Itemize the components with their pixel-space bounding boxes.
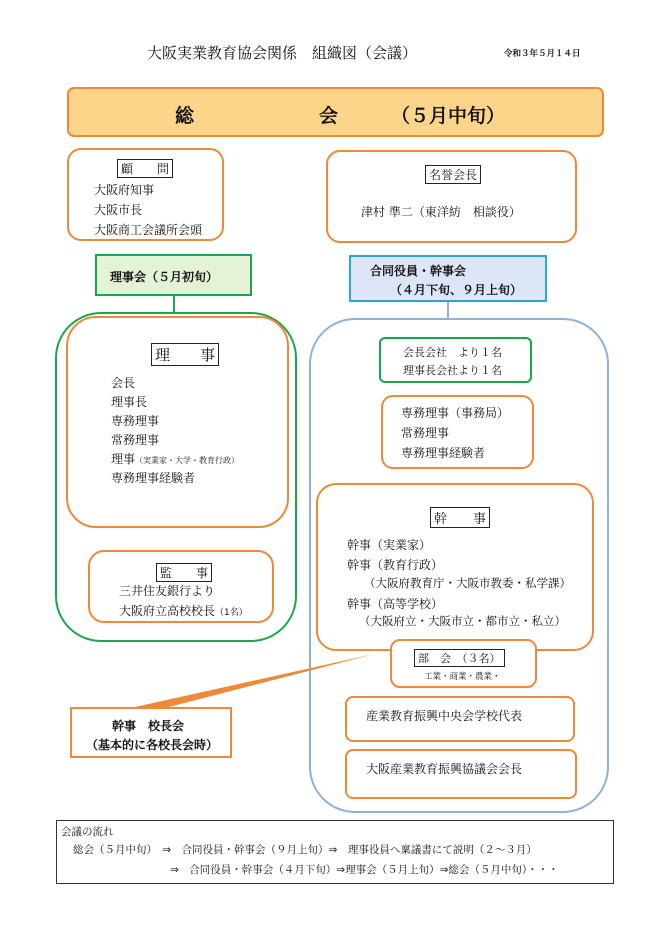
auditor-line: 三井住友銀行より (119, 584, 216, 598)
director-note: （実業家・大学・教育行政） (135, 456, 240, 465)
general-meeting-period: （５月中旬） (391, 105, 506, 127)
honorary-name: 津村 準二（東洋紡 相談役） (361, 205, 521, 219)
advisor-line: 大阪商工会議所会頭 (94, 223, 203, 237)
council-chair-box (345, 749, 577, 799)
secretary-line: 幹事（高等学校） (347, 597, 444, 611)
director-line: 理事長 (111, 395, 148, 409)
directors-heading: 理 事 (151, 343, 219, 366)
advisor-line: 大阪府知事 (94, 183, 155, 197)
flow-row: ⇒ 合同役員・幹事会（４月下旬）⇒理事会（５月上旬）⇒総会（５月中旬）・・・ (170, 864, 559, 876)
principal-box (70, 707, 232, 758)
director-line: 専務理事経験者 (111, 471, 196, 485)
advisors-heading: 顧 問 (117, 159, 173, 178)
section-box (390, 639, 537, 688)
section-sub: 工業・商業・農業・ (424, 672, 501, 682)
company-line: 会長会社 より１名 (403, 346, 502, 359)
section-heading: 部 会 （３名） (414, 649, 505, 667)
honorary-heading: 名誉会長 (425, 165, 481, 184)
flow-row: 総会（５月中旬） ⇒ 合同役員・幹事会（９月上旬）⇒ 理事役員へ稟議書にて説明（２〜３月） (73, 844, 537, 856)
general-meeting-left: 総 (175, 105, 195, 127)
office-line: 常務理事 (401, 426, 450, 440)
office-line: 専務理事経験者 (401, 446, 486, 460)
auditors-heading: 監 事 (156, 563, 212, 582)
joint-meeting-period: （４月下旬、９月上旬） (390, 283, 523, 297)
director-line: 会長 (111, 376, 136, 390)
office-line: 専務理事（事務局） (401, 406, 510, 420)
secretary-line: （大阪府立・大阪市立・都市立・私立） (359, 614, 566, 628)
principal-title: 幹事 校長会 (112, 719, 185, 733)
director-line: 専務理事 (111, 414, 160, 428)
flow-title: 会議の流れ (61, 826, 114, 838)
advisor-line: 大阪市長 (94, 203, 143, 217)
secretary-line: （大阪府教育庁・大阪市教委・私学課） (364, 576, 571, 590)
joint-meeting-text: 合同役員・幹事会 (370, 264, 467, 278)
auditor-school: 大阪府立高校校長 (119, 604, 216, 618)
promotion-rep-text: 産業教育振興中央会学校代表 (366, 709, 523, 723)
director-line: 常務理事 (111, 433, 160, 447)
secretaries-heading: 幹 事 (430, 507, 490, 528)
general-meeting-mid: 会 (319, 105, 339, 127)
secretary-line: 幹事（実業家） (347, 538, 432, 552)
auditor-count: （1名） (215, 608, 248, 618)
company-line: 理事長会社より１名 (403, 364, 502, 377)
date-label: 令和３年５月１４日 (504, 49, 581, 59)
principal-note: （基本的に各校長会時） (86, 738, 219, 752)
page-title: 大阪実業教育協会関係 組織図（会議） (147, 44, 418, 62)
director-main: 理事 (111, 452, 136, 466)
council-chair-text: 大阪産業教育振興協議会会長 (366, 762, 523, 776)
board-meeting-text: 理事会（５月初旬） (110, 270, 219, 284)
secretary-line: 幹事（教育行政） (347, 558, 444, 572)
promotion-rep-box (345, 696, 575, 742)
meeting-flow-box (56, 820, 614, 884)
